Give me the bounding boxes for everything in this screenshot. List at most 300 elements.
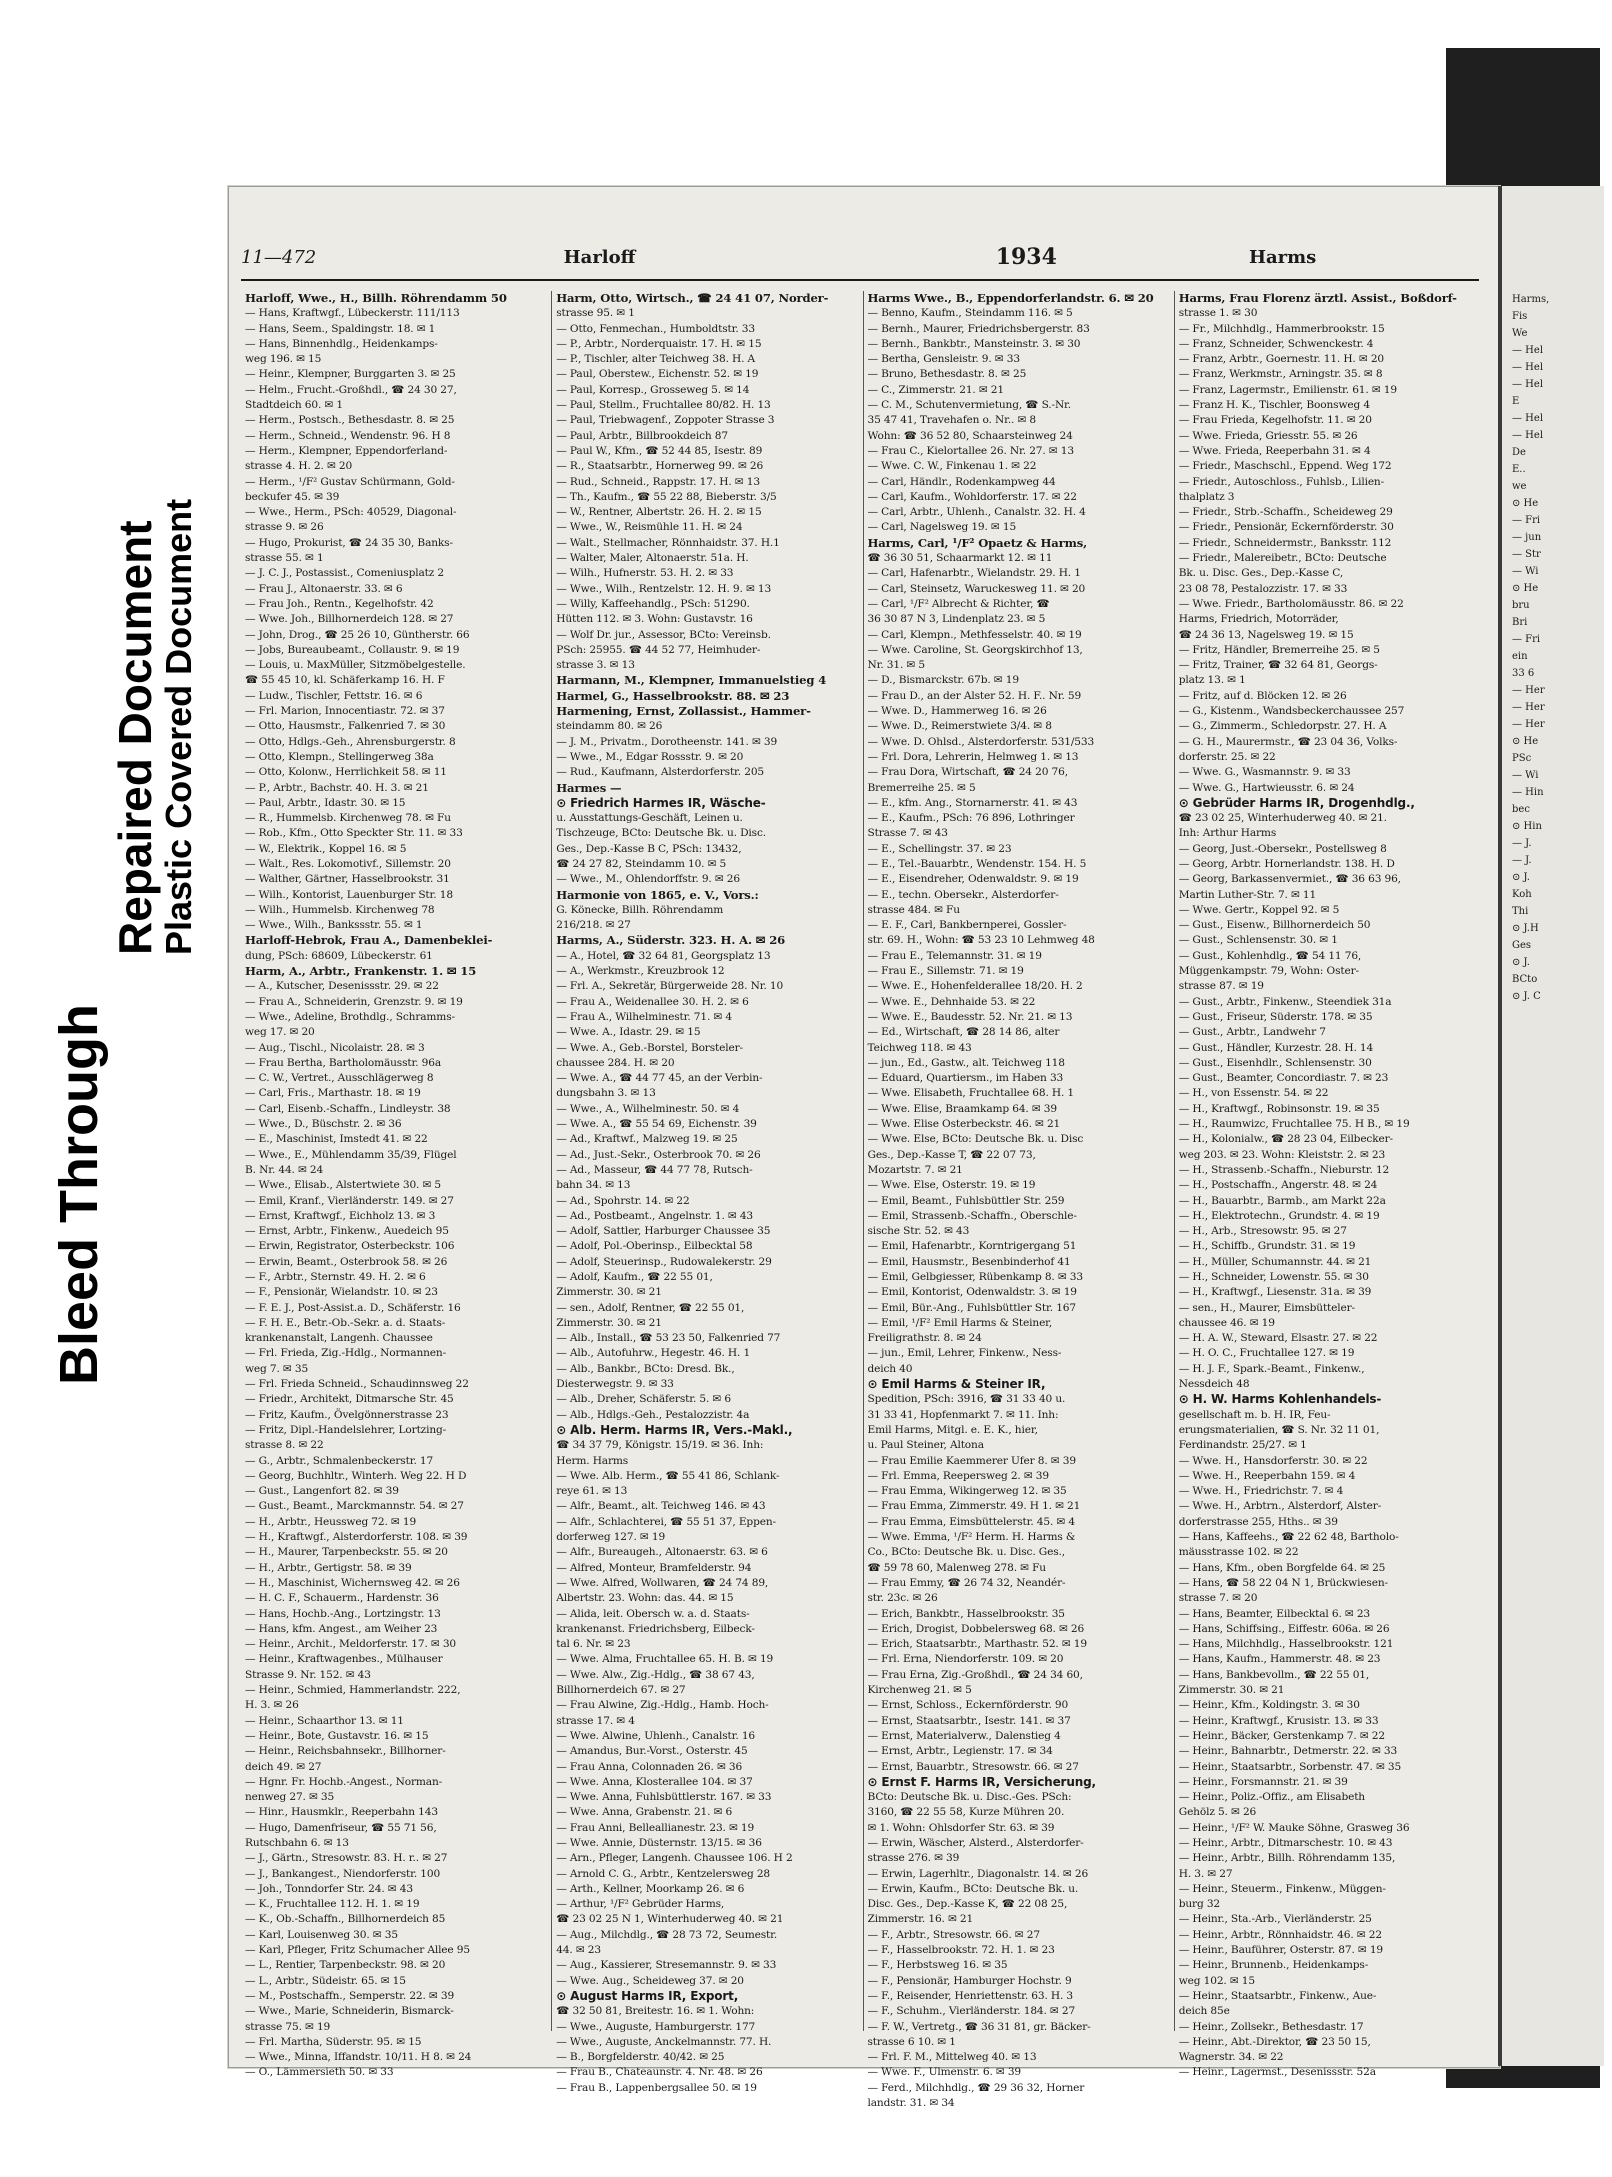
directory-entry: ☎ 34 37 79, Königstr. 15/19. ✉ 36. Inh: bbox=[556, 1439, 764, 1452]
directory-entry: deich 85e bbox=[1178, 2005, 1230, 2018]
header-rule bbox=[241, 279, 1479, 281]
directory-entry: — E., kfm. Ang., Stornarnerstr. 41. ✉ 43 bbox=[867, 796, 1078, 809]
directory-entry: — Alb., Bankbr., BCto: Dresd. Bk., bbox=[556, 1362, 735, 1375]
facing-entry: — Hel bbox=[1512, 379, 1544, 390]
directory-entry: Harms, Friedrich, Motorräder, bbox=[1178, 613, 1339, 626]
facing-entry: — Hel bbox=[1512, 413, 1544, 424]
directory-entry: Disc. Ges., Dep.-Kasse K, ☎ 22 08 25, bbox=[867, 1898, 1068, 1911]
directory-entry: H. 3. ✉ 27 bbox=[1178, 1867, 1233, 1880]
directory-entry: deich 49. ✉ 27 bbox=[245, 1760, 322, 1773]
directory-entry: — Erwin, Kaufm., BCto: Deutsche Bk. u. bbox=[867, 1882, 1079, 1895]
directory-entry: — Wwe. Frieda, Griesstr. 55. ✉ 26 bbox=[1178, 429, 1358, 442]
directory-entry: — Friedr., Pensionär, Eckernförderstr. 30 bbox=[1178, 521, 1394, 534]
directory-entry: — Carl, Steinsetz, Waruckesweg 11. ✉ 20 bbox=[867, 582, 1086, 595]
directory-entry: — H., Arbtr., Heussweg 72. ✉ 19 bbox=[245, 1515, 417, 1528]
directory-entry: — H. O. C., Fruchtallee 127. ✉ 19 bbox=[1178, 1347, 1355, 1360]
directory-entry: Zimmerstr. 16. ✉ 21 bbox=[867, 1913, 974, 1926]
directory-entry: — P., Tischler, alter Teichweg 38. H. A bbox=[556, 353, 756, 366]
directory-entry: — E., Kaufm., PSch: 76 896, Lothringer bbox=[867, 812, 1075, 825]
directory-entry: Albertstr. 23. Wohn: das. 44. ✉ 15 bbox=[556, 1592, 734, 1605]
facing-entry: — J. bbox=[1512, 838, 1532, 849]
directory-entry: 216/218. ✉ 27 bbox=[556, 919, 631, 932]
directory-entry: — Hans, Kaffeehs., ☎ 22 62 48, Bartholo- bbox=[1178, 1531, 1399, 1544]
directory-entry: ☎ 24 27 82, Steindamm 10. ✉ 5 bbox=[556, 857, 727, 870]
directory-entry: — Frau Emma, Wikingerweg 12. ✉ 35 bbox=[867, 1485, 1067, 1498]
directory-entry: Hütten 112. ✉ 3. Wohn: Gustavstr. 16 bbox=[556, 613, 753, 626]
directory-entry: — Alb., Dreher, Schäferstr. 5. ✉ 6 bbox=[556, 1393, 731, 1406]
header-right-name: Harms bbox=[1248, 246, 1317, 268]
directory-entry: strasse 7. ✉ 20 bbox=[1178, 1592, 1258, 1605]
directory-entry: — Wwe., Adeline, Brothdlg., Schramms- bbox=[245, 1010, 455, 1023]
directory-entry: — Herm., Klempner, Eppendorferland- bbox=[245, 444, 448, 457]
directory-entry: — Aug., Kassierer, Stresemannstr. 9. ✉ 33 bbox=[556, 1959, 777, 1972]
header-left-name: Harloff bbox=[563, 246, 636, 268]
directory-entry: sische Str. 52. ✉ 43 bbox=[867, 1225, 970, 1238]
directory-entry: — Wwe., W., Reismühle 11. H. ✉ 24 bbox=[556, 521, 743, 534]
directory-entry: — Frl. Marion, Innocentiastr. 72. ✉ 37 bbox=[245, 705, 445, 718]
directory-entry: — Hans, kfm. Angest., am Weiher 23 bbox=[245, 1622, 438, 1635]
facing-entry: ⊙ J.H bbox=[1512, 923, 1539, 934]
directory-entry: ☎ 59 78 60, Malenweg 278. ✉ Fu bbox=[867, 1561, 1046, 1574]
directory-entry: 35 47 41, Travehafen o. Nr.. ✉ 8 bbox=[867, 414, 1037, 427]
directory-entry: — Carl, Klempn., Methfesselstr. 40. ✉ 19 bbox=[867, 628, 1082, 641]
directory-entry: — Heinr., Archit., Meldorferstr. 17. ✉ 30 bbox=[245, 1638, 457, 1651]
directory-entry: — Wwe., Elisab., Alstertwiete 30. ✉ 5 bbox=[245, 1179, 442, 1192]
directory-entry: B. Nr. 44. ✉ 24 bbox=[245, 1163, 324, 1176]
directory-entry: — Friedr., Maschschl., Eppend. Weg 172 bbox=[1178, 460, 1392, 473]
directory-entry: — Frl. Emma, Reepersweg 2. ✉ 39 bbox=[867, 1469, 1049, 1482]
directory-entry: — Otto, Klempn., Stellingerweg 38a bbox=[245, 750, 434, 763]
directory-entry: — Wwe., A., Wilhelminestr. 50. ✉ 4 bbox=[556, 1102, 740, 1115]
directory-entry: — Carl, Nagelsweg 19. ✉ 15 bbox=[867, 521, 1017, 534]
directory-entry: — Wwe. Alma, Fruchtallee 65. H. B. ✉ 19 bbox=[556, 1653, 774, 1666]
directory-entry: — Georg, Barkassenvermiet., ☎ 36 63 96, bbox=[1178, 873, 1401, 886]
directory-entry: — L., Rentier, Tarpenbeckstr. 98. ✉ 20 bbox=[245, 1959, 446, 1972]
directory-entry: BCto: Deutsche Bk. u. Disc.-Ges. PSch: bbox=[867, 1791, 1072, 1804]
directory-entry: — H. J. F., Spark.-Beamt., Finkenw., bbox=[1178, 1362, 1365, 1375]
directory-entry: — Adolf, Pol.-Oberinsp., Eilbecktal 58 bbox=[556, 1240, 753, 1253]
directory-entry: krankenanst. Friedrichsberg, Eilbeck- bbox=[556, 1622, 755, 1635]
directory-entry: — Emil, Gelbgiesser, Rübenkamp 8. ✉ 33 bbox=[867, 1271, 1083, 1283]
directory-entry: weg 17. ✉ 20 bbox=[245, 1026, 315, 1039]
directory-entry: — sen., Adolf, Rentner, ☎ 22 55 01, bbox=[556, 1301, 745, 1314]
directory-entry: — Frau E., Telemannstr. 31. ✉ 19 bbox=[867, 949, 1042, 962]
directory-entry: — Benno, Kaufm., Steindamm 116. ✉ 5 bbox=[867, 307, 1073, 320]
directory-entry: — Wwe. Alb. Herm., ☎ 55 41 86, Schlank- bbox=[556, 1469, 780, 1482]
directory-entry: — Hugo, Prokurist, ☎ 24 35 30, Banks- bbox=[245, 536, 453, 549]
directory-entry: Spedition, PSch: 3916, ☎ 31 33 40 u. bbox=[867, 1393, 1066, 1406]
directory-entry: platz 13. ✉ 1 bbox=[1178, 674, 1246, 687]
directory-entry: dungsbahn 3. ✉ 13 bbox=[556, 1087, 656, 1100]
directory-entry: — Heinr., Schaarthor 13. ✉ 11 bbox=[245, 1714, 404, 1727]
directory-entry: ⊙ Gebrüder Harms IR, Drogenhdlg., bbox=[1178, 795, 1415, 810]
directory-entry: — Carl, ¹/F² Albrecht & Richter, ☎ bbox=[867, 597, 1050, 610]
facing-entry: ⊙ He bbox=[1512, 736, 1539, 747]
directory-entry: strasse 55. ✉ 1 bbox=[245, 552, 324, 565]
directory-entry: — Heinr., Klempner, Burggarten 3. ✉ 25 bbox=[245, 368, 456, 381]
directory-entry: — Wwe. C. W., Finkenau 1. ✉ 22 bbox=[867, 460, 1037, 473]
directory-entry: — Wwe. A., Geb.-Borstel, Borsteler- bbox=[556, 1041, 743, 1054]
directory-entry: — F., Pensionär, Hamburger Hochstr. 9 bbox=[867, 1974, 1072, 1987]
directory-entry: — Ad., Spohrstr. 14. ✉ 22 bbox=[556, 1194, 690, 1207]
directory-entry: — Eduard, Quartiersm., im Haben 33 bbox=[867, 1072, 1064, 1085]
directory-entry: weg 102. ✉ 15 bbox=[1178, 1974, 1255, 1987]
directory-entry: — H., Schiffb., Grundstr. 31. ✉ 19 bbox=[1178, 1240, 1356, 1253]
directory-entry: — Frau Frieda, Kegelhofstr. 11. ✉ 20 bbox=[1178, 414, 1372, 427]
directory-entry: strasse 75. ✉ 19 bbox=[245, 2020, 331, 2033]
directory-entry: Bremerreihe 25. ✉ 5 bbox=[867, 781, 976, 794]
directory-entry: — A., Hotel, ☎ 32 64 81, Georgsplatz 13 bbox=[556, 949, 771, 962]
directory-entry: — Walther, Gärtner, Hasselbrookstr. 31 bbox=[245, 873, 450, 886]
directory-entry: — G. H., Maurermstr., ☎ 23 04 36, Volks- bbox=[1178, 735, 1398, 748]
directory-entry: — Frau A., Wilhelminestr. 71. ✉ 4 bbox=[556, 1010, 732, 1023]
directory-entry: — Bernh., Maurer, Friedrichsbergerstr. 83 bbox=[867, 322, 1090, 335]
directory-entry: — Fritz, Händler, Bremerreihe 25. ✉ 5 bbox=[1178, 643, 1380, 656]
directory-entry: strasse 95. ✉ 1 bbox=[556, 307, 635, 320]
directory-entry: strasse 6 10. ✉ 1 bbox=[867, 2035, 956, 2048]
directory-entry: — P., Arbtr., Norderquaistr. 17. H. ✉ 15 bbox=[556, 337, 762, 350]
directory-entry: G. Könecke, Billh. Röhrendamm bbox=[556, 903, 724, 916]
directory-entry: — H., Postschaffn., Angerstr. 48. ✉ 24 bbox=[1178, 1179, 1378, 1192]
facing-entry: We bbox=[1512, 328, 1528, 339]
directory-entry: — Wwe. A., Idastr. 29. ✉ 15 bbox=[556, 1026, 701, 1039]
directory-entry: — Carl, Hafenarbtr., Wielandstr. 29. H. 1 bbox=[867, 567, 1081, 580]
directory-entry: ⊙ August Harms IR, Export, bbox=[556, 1988, 739, 2003]
directory-column bbox=[1175, 291, 1485, 2079]
directory-entry: — Herm., ¹/F² Gustav Schürmann, Gold- bbox=[245, 475, 455, 488]
directory-entry: — J., Gärtn., Stresowstr. 83. H. r.. ✉ 27 bbox=[245, 1852, 448, 1865]
facing-entry: ⊙ He bbox=[1512, 583, 1539, 594]
directory-entry: Gehölz 5. ✉ 26 bbox=[1178, 1806, 1257, 1819]
directory-entry: — H., Müller, Schumannstr. 44. ✉ 21 bbox=[1178, 1255, 1372, 1268]
directory-entry: ⊙ Alb. Herm. Harms IR, Vers.-Makl., bbox=[556, 1422, 793, 1437]
facing-entry: ⊙ He bbox=[1512, 498, 1539, 509]
directory-entry: — Ad., Masseur, ☎ 44 77 78, Rutsch- bbox=[556, 1163, 753, 1176]
facing-entry: ⊙ J. bbox=[1512, 957, 1530, 968]
directory-entry: Herm. Harms bbox=[556, 1454, 629, 1467]
directory-entry: — Wwe., Wilh., Bankssstr. 55. ✉ 1 bbox=[245, 919, 423, 932]
directory-entry: — Wwe., Auguste, Hamburgerstr. 177 bbox=[556, 2020, 756, 2033]
directory-entry: deich 40 bbox=[867, 1362, 913, 1375]
directory-entry: — Gust., Kohlenhdlg., ☎ 54 11 76, bbox=[1178, 949, 1362, 962]
directory-entry: — Wwe. Else, Osterstr. 19. ✉ 19 bbox=[867, 1179, 1036, 1192]
directory-entry: — Wwe. G., Hartwieusstr. 6. ✉ 24 bbox=[1178, 781, 1355, 794]
directory-entry: — Carl, Eisenb.-Schaffn., Lindleystr. 38 bbox=[245, 1102, 451, 1115]
directory-entry: — Wwe., M., Edgar Rossstr. 9. ✉ 20 bbox=[556, 750, 744, 763]
directory-entry: — Frau E., Sillemstr. 71. ✉ 19 bbox=[867, 965, 1024, 978]
directory-entry: — Walter, Maler, Altonaerstr. 51a. H. bbox=[556, 552, 749, 565]
directory-entry: — Ernst, Materialverw., Dalenstieg 4 bbox=[867, 1729, 1061, 1742]
directory-entry: — Frau A., Schneiderin, Grenzstr. 9. ✉ 19 bbox=[245, 995, 463, 1008]
facing-page-edge bbox=[1498, 186, 1604, 2066]
directory-entry: — Aug., Tischl., Nicolaistr. 28. ✉ 3 bbox=[245, 1041, 425, 1054]
directory-entry: — Ludw., Tischler, Fettstr. 16. ✉ 6 bbox=[245, 689, 423, 702]
directory-entry: Teichweg 118. ✉ 43 bbox=[867, 1041, 972, 1054]
directory-entry: u. Ausstattungs-Geschäft, Leinen u. bbox=[556, 812, 743, 825]
directory-entry: — Wilh., Hufnerstr. 53. H. 2. ✉ 33 bbox=[556, 567, 734, 580]
directory-entry: — Gust., Beamt., Marckmannstr. 54. ✉ 27 bbox=[245, 1500, 464, 1513]
directory-entry: — Franz, Arbtr., Goernestr. 11. H. ✉ 20 bbox=[1178, 353, 1384, 366]
directory-entry: — H., Bauarbtr., Barmb., am Markt 22a bbox=[1178, 1194, 1386, 1207]
directory-entry: — Friedr., Schneidermstr., Banksstr. 112 bbox=[1178, 536, 1392, 549]
directory-entry: — B., Borgfelderstr. 40/42. ✉ 25 bbox=[556, 2051, 725, 2064]
directory-entry: — Bertha, Gensleistr. 9. ✉ 33 bbox=[867, 353, 1020, 366]
directory-entry: — Wwe. E., Baudesstr. 52. Nr. 21. ✉ 13 bbox=[867, 1010, 1073, 1023]
directory-entry: — Bernh., Bankbtr., Mansteinstr. 3. ✉ 30 bbox=[867, 337, 1081, 350]
directory-entry: — Wwe. Else, BCto: Deutsche Bk. u. Disc bbox=[867, 1133, 1084, 1146]
directory-entry: — F. H. E., Betr.-Ob.-Sekr. a. d. Staats- bbox=[245, 1316, 446, 1329]
directory-entry: — Rud., Schneid., Rappstr. 17. H. ✉ 13 bbox=[556, 475, 760, 488]
directory-entry: — Franz H. K., Tischler, Boonsweg 4 bbox=[1178, 399, 1370, 412]
directory-entry: — G., Arbtr., Schmalenbeckerstr. 17 bbox=[245, 1454, 434, 1467]
directory-entry: dorferweg 127. ✉ 19 bbox=[556, 1531, 666, 1544]
directory-entry: — Hinr., Hausmklr., Reeperbahn 143 bbox=[245, 1806, 438, 1819]
directory-entry: H. 3. ✉ 26 bbox=[245, 1699, 299, 1712]
directory-entry: — Arthur, ¹/F² Gebrüder Harms, bbox=[556, 1898, 725, 1911]
directory-entry: gesellschaft m. b. H. IR, Feu- bbox=[1178, 1408, 1331, 1421]
directory-entry: — Wwe. A., ☎ 44 77 45, an der Verbin- bbox=[556, 1072, 763, 1085]
directory-entry: ☎ 55 45 10, kl. Schäferkamp 16. H. F bbox=[245, 674, 445, 687]
directory-entry: — H., Maurer, Tarpenbeckstr. 55. ✉ 20 bbox=[245, 1546, 448, 1559]
directory-entry: — Frau Bertha, Bartholomäusstr. 96a bbox=[245, 1056, 442, 1069]
directory-entry: — D., Bismarckstr. 67b. ✉ 19 bbox=[867, 674, 1019, 687]
directory-entry: Harm, A., Arbtr., Frankenstr. 1. ✉ 15 bbox=[245, 964, 477, 979]
directory-entry: — Friedr., Strb.-Schaffn., Scheideweg 29 bbox=[1178, 506, 1393, 519]
directory-entry: krankenanstalt, Langenh. Chaussee bbox=[245, 1332, 433, 1345]
facing-entry: bec bbox=[1512, 804, 1530, 815]
directory-entry: strasse 87. ✉ 19 bbox=[1178, 980, 1264, 993]
facing-entry: we bbox=[1512, 481, 1527, 492]
directory-entry: chaussee 284. H. ✉ 20 bbox=[556, 1056, 675, 1069]
directory-entry: reye 61. ✉ 13 bbox=[556, 1485, 628, 1498]
directory-entry: — Rob., Kfm., Otto Speckter Str. 11. ✉ 33 bbox=[245, 827, 463, 840]
directory-entry: — E., Eisendreher, Odenwaldstr. 9. ✉ 19 bbox=[867, 873, 1079, 886]
directory-entry: — Heinr., Bote, Gustavstr. 16. ✉ 15 bbox=[245, 1729, 429, 1742]
directory-entry: — C. W., Vertret., Ausschlägerweg 8 bbox=[245, 1072, 434, 1085]
directory-entry: — Amandus, Bur.-Vorst., Osterstr. 45 bbox=[556, 1745, 748, 1758]
directory-entry: dorferstrasse 255, Hths.. ✉ 39 bbox=[1178, 1515, 1338, 1528]
directory-entry: — H., von Essenstr. 54. ✉ 22 bbox=[1178, 1087, 1329, 1100]
facing-entry: — Wi bbox=[1512, 566, 1539, 577]
directory-entry: — Alfr., Beamt., alt. Teichweg 146. ✉ 43 bbox=[556, 1500, 766, 1513]
directory-entry: — Wwe. H., Arbtrn., Alsterdorf, Alster- bbox=[1178, 1500, 1382, 1513]
directory-entry: Müggenkampstr. 79, Wohn: Oster- bbox=[1178, 965, 1359, 978]
directory-entry: — Heinr., Lagermst., Desenissstr. 52a bbox=[1178, 2066, 1376, 2079]
directory-entry: — M., Postschaffn., Semperstr. 22. ✉ 39 bbox=[245, 1989, 455, 2002]
directory-column bbox=[864, 291, 1175, 2110]
directory-entry: erungsmaterialien, ☎ S. Nr. 32 11 01, bbox=[1178, 1423, 1380, 1436]
directory-entry: — Heinr., ¹/F² W. Mauke Söhne, Grasweg 36 bbox=[1178, 1821, 1410, 1834]
directory-entry: — Otto, Hausmstr., Falkenried 7. ✉ 30 bbox=[245, 720, 446, 733]
directory-entry: — Gust., Friseur, Süderstr. 178. ✉ 35 bbox=[1178, 1010, 1373, 1023]
directory-entry: — Paul, Oberstew., Eichenstr. 52. ✉ 19 bbox=[556, 368, 759, 381]
facing-entry: E.. bbox=[1512, 464, 1526, 475]
directory-entry: — Emil, Kontorist, Odenwaldstr. 3. ✉ 19 bbox=[867, 1286, 1077, 1299]
directory-entry: — F. E. J., Post-Assist.a. D., Schäferstr. 16 bbox=[245, 1301, 461, 1314]
facing-entry: Ges bbox=[1512, 940, 1532, 951]
directory-entry: — Wwe. E., Hohenfelderallee 18/20. H. 2 bbox=[867, 980, 1083, 993]
facing-entry: — Fri bbox=[1512, 634, 1541, 645]
directory-entry: — Wwe., Marie, Schneiderin, Bismarck- bbox=[245, 2005, 454, 2018]
repaired-document-label: Repaired Document bbox=[109, 520, 161, 955]
directory-entry: ⊙ Emil Harms & Steiner IR, bbox=[867, 1377, 1046, 1392]
directory-entry: PSch: 25955. ☎ 44 52 77, Heimhuder- bbox=[556, 643, 761, 656]
directory-entry: weg 7. ✉ 35 bbox=[245, 1362, 309, 1375]
directory-entry: — F., Arbtr., Sternstr. 49. H. 2. ✉ 6 bbox=[245, 1271, 426, 1283]
directory-entry: Wohn: ☎ 36 52 80, Schaarsteinweg 24 bbox=[867, 429, 1073, 442]
directory-entry: — Hans, Schiffsing., Eiffestr. 606a. ✉ 26 bbox=[1178, 1622, 1390, 1635]
directory-entry: — Heinr., Staatsarbtr., Sorbenstr. 47. ✉ 35 bbox=[1178, 1760, 1402, 1773]
directory-entry: — Georg, Arbtr. Hornerlandstr. 138. H. D bbox=[1178, 857, 1395, 870]
directory-entry: — Wwe. Aug., Scheideweg 37. ✉ 20 bbox=[556, 1974, 744, 1987]
directory-entry: — Heinr., Bäcker, Gerstenkamp 7. ✉ 22 bbox=[1178, 1729, 1385, 1742]
facing-entry: bru bbox=[1512, 600, 1530, 611]
directory-entry: — F., Arbtr., Stresowstr. 66. ✉ 27 bbox=[867, 1928, 1040, 1941]
directory-entry: Bk. u. Disc. Ges., Dep.-Kasse C, bbox=[1178, 567, 1344, 580]
directory-entry: — Walt., Res. Lokomotivf., Sillemstr. 20 bbox=[245, 857, 451, 870]
directory-entry: landstr. 31. ✉ 34 bbox=[867, 2097, 955, 2110]
directory-entry: — H., Schneider, Lowenstr. 55. ✉ 30 bbox=[1178, 1271, 1369, 1283]
directory-entry: — Jobs, Bureaubeamt., Collaustr. 9. ✉ 19 bbox=[245, 643, 460, 656]
directory-entry: — Wwe. Anna, Fuhlsbüttlerstr. 167. ✉ 33 bbox=[556, 1791, 772, 1804]
directory-entry: 31 33 41, Hopfenmarkt 7. ✉ 11. Inh: bbox=[867, 1408, 1059, 1421]
facing-entry: — Hel bbox=[1512, 430, 1544, 441]
directory-entry: — Paul W., Kfm., ☎ 52 44 85, Isestr. 89 bbox=[556, 444, 763, 457]
directory-entry: — Fr., Milchhdlg., Hammerbrookstr. 15 bbox=[1178, 322, 1385, 335]
directory-entry: — J. M., Privatm., Dorotheenstr. 141. ✉ 39 bbox=[556, 735, 778, 748]
directory-entry: — H., Arb., Stresowstr. 95. ✉ 27 bbox=[1178, 1225, 1347, 1238]
directory-entry: — Herm., Postsch., Bethesdastr. 8. ✉ 25 bbox=[245, 414, 455, 427]
directory-entry: Harmel, G., Hasselbrookstr. 88. ✉ 23 bbox=[556, 688, 790, 703]
facing-page-column bbox=[1512, 291, 1612, 1005]
directory-entry: — Fritz, Trainer, ☎ 32 64 81, Georgs- bbox=[1178, 659, 1378, 672]
directory-entry: — Ernst, Arbtr., Legienstr. 17. ✉ 34 bbox=[867, 1745, 1053, 1758]
directory-entry: — Wilh., Hummelsb. Kirchenweg 78 bbox=[245, 903, 435, 916]
directory-entry: — Erich, Drogist, Dobbelersweg 68. ✉ 26 bbox=[867, 1622, 1085, 1635]
directory-entry: — Emil, Beamt., Fuhlsbüttler Str. 259 bbox=[867, 1194, 1065, 1207]
page-number: 11—472 bbox=[241, 246, 317, 268]
facing-entry: Fis bbox=[1512, 311, 1528, 322]
directory-entry: — Emil, Hafenarbtr., Korntrigergang 51 bbox=[867, 1240, 1077, 1253]
directory-entry: — Hans, Seem., Spaldingstr. 18. ✉ 1 bbox=[245, 322, 436, 335]
directory-entry: — Frl. Frieda, Zig.-Hdlg., Normannen- bbox=[245, 1347, 447, 1360]
directory-entry: — Frau Dora, Wirtschaft, ☎ 24 20 76, bbox=[867, 766, 1068, 779]
directory-entry: — Wwe., Herm., PSch: 40529, Diagonal- bbox=[245, 506, 457, 519]
directory-entry: — G., Zimmerm., Schledorpstr. 27. H. A bbox=[1178, 720, 1387, 733]
directory-entry: str. 23c. ✉ 26 bbox=[867, 1592, 938, 1605]
facing-entry: — Her bbox=[1512, 702, 1545, 713]
directory-entry: — Paul, Arbtr., Idastr. 30. ✉ 15 bbox=[245, 796, 406, 809]
facing-entry: E bbox=[1512, 396, 1520, 407]
directory-entry: — H. A. W., Steward, Elsastr. 27. ✉ 22 bbox=[1178, 1332, 1378, 1345]
directory-entry: — Frau Alwine, Zig.-Hdlg., Hamb. Hoch- bbox=[556, 1699, 769, 1712]
directory-entry: — Alb., Install., ☎ 53 23 50, Falkenried 77 bbox=[556, 1332, 781, 1345]
directory-entry: — J., Bankangest., Niendorferstr. 100 bbox=[245, 1867, 441, 1880]
directory-entry: Ferdinandstr. 25/27. ✉ 1 bbox=[1178, 1439, 1307, 1452]
directory-entry: dorferstr. 25. ✉ 22 bbox=[1178, 750, 1276, 763]
directory-entry: ☎ 23 02 25 N 1, Winterhuderweg 40. ✉ 21 bbox=[556, 1913, 784, 1926]
directory-entry: Harmening, Ernst, Zollassist., Hammer- bbox=[556, 704, 811, 719]
directory-entry: — Hans, Beamter, Eilbecktal 6. ✉ 23 bbox=[1178, 1607, 1371, 1620]
directory-entry: — K., Ob.-Schaffn., Billhornerdeich 85 bbox=[245, 1913, 446, 1926]
directory-entry: Strasse 7. ✉ 43 bbox=[867, 827, 948, 840]
facing-entry: — Str bbox=[1512, 549, 1541, 560]
directory-entry: strasse 1. ✉ 30 bbox=[1178, 307, 1258, 320]
directory-entry: Martin Luther-Str. 7. ✉ 11 bbox=[1178, 888, 1317, 901]
directory-entry: — Wwe. Joh., Billhornerdeich 128. ✉ 27 bbox=[245, 613, 454, 626]
directory-entry: — F. W., Vertretg., ☎ 36 31 81, gr. Bäcker- bbox=[867, 2020, 1091, 2033]
directory-entry: — Wwe. Gertr., Koppel 92. ✉ 5 bbox=[1178, 903, 1340, 916]
directory-entry: burg 32 bbox=[1178, 1898, 1220, 1911]
directory-entry: — Wilh., Kontorist, Lauenburger Str. 18 bbox=[245, 888, 453, 901]
directory-entry: — Wwe. F., Ulmenstr. 6. ✉ 39 bbox=[867, 2066, 1022, 2079]
directory-entry: — E., techn. Obersekr., Alsterdorfer- bbox=[867, 888, 1059, 901]
directory-entry: — A., Kutscher, Desenissstr. 29. ✉ 22 bbox=[245, 980, 439, 993]
directory-entry: — Fritz, Dipl.-Handelslehrer, Lortzing- bbox=[245, 1423, 447, 1436]
facing-entry: Koh bbox=[1512, 889, 1532, 900]
facing-entry: Bri bbox=[1512, 617, 1528, 628]
directory-entry: — F., Herbstsweg 16. ✉ 35 bbox=[867, 1959, 1008, 1972]
directory-entry: — Wwe. Alwine, Uhlenh., Canalstr. 16 bbox=[556, 1729, 756, 1742]
directory-entry: — F., Schuhm., Vierländerstr. 184. ✉ 27 bbox=[867, 2005, 1076, 2018]
directory-entry: — Gust., Händler, Kurzestr. 28. H. 14 bbox=[1178, 1041, 1374, 1054]
directory-entry: — Emil, Kranf., Vierländerstr. 149. ✉ 27 bbox=[245, 1194, 454, 1207]
directory-entry: 44. ✉ 23 bbox=[556, 1944, 601, 1957]
directory-entry: — Ernst, Arbtr., Finkenw., Auedeich 95 bbox=[245, 1225, 449, 1238]
bleed-through-label: Bleed Through bbox=[49, 1004, 109, 1385]
directory-entry: — Emil, ¹/F² Emil Harms & Steiner, bbox=[867, 1316, 1053, 1329]
directory-entry: — Wwe., M., Ohlendorffstr. 9. ✉ 26 bbox=[556, 873, 740, 886]
directory-entry: — Th., Kaufm., ☎ 55 22 88, Bieberstr. 3/5 bbox=[556, 490, 777, 503]
directory-entry: — Heinr., Reichsbahnsekr., Billhorner- bbox=[245, 1745, 446, 1758]
directory-entry: — E. F., Carl, Bankbernperei, Gossler- bbox=[867, 919, 1067, 932]
directory-entry: — F., Pensionär, Wielandstr. 10. ✉ 23 bbox=[245, 1286, 438, 1299]
directory-entry: Harmes — bbox=[556, 780, 622, 795]
directory-entry: — Wwe., E., Mühlendamm 35/39, Flügel bbox=[245, 1148, 457, 1161]
directory-entry: — Frau J., Altonaerstr. 33. ✉ 6 bbox=[245, 582, 403, 595]
directory-entry: — Hans, Milchhdlg., Hasselbrookstr. 121 bbox=[1178, 1638, 1394, 1651]
directory-entry: — Frl. F. M., Mittelweg 40. ✉ 13 bbox=[867, 2051, 1037, 2064]
directory-entry: — Heinr., Sta.-Arb., Vierländerstr. 25 bbox=[1178, 1913, 1372, 1926]
directory-entry: steindamm 80. ✉ 26 bbox=[556, 720, 663, 733]
directory-entry: — Frau D., an der Alster 52. H. F.. Nr. 59 bbox=[867, 689, 1082, 702]
directory-entry: — Heinr., Staatsarbtr., Finkenw., Aue- bbox=[1178, 1989, 1377, 2002]
directory-entry: 3160, ☎ 22 55 58, Kurze Mühren 20. bbox=[867, 1806, 1065, 1819]
facing-entry: BCto bbox=[1512, 974, 1538, 985]
directory-entry: — F., Reisender, Henriettenstr. 63. H. 3 bbox=[867, 1989, 1074, 2002]
directory-entry: — Wwe. Emma, ¹/F² Herm. H. Harms & bbox=[867, 1531, 1076, 1544]
directory-entry: — Frau A., Weidenallee 30. H. 2. ✉ 6 bbox=[556, 995, 749, 1008]
directory-entry: — Gust., Arbtr., Finkenw., Steendiek 31a bbox=[1178, 995, 1392, 1008]
directory-entry: — Erwin, Lagerhltr., Diagonalstr. 14. ✉ 26 bbox=[867, 1867, 1089, 1880]
facing-entry: Harms, bbox=[1512, 294, 1550, 305]
directory-entry: — R., Staatsarbtr., Hornerweg 99. ✉ 26 bbox=[556, 460, 764, 473]
directory-entry: — Wwe. Elise Osterbeckstr. 46. ✉ 21 bbox=[867, 1118, 1061, 1131]
directory-entry: — Ernst, Bauarbtr., Stresowstr. 66. ✉ 27 bbox=[867, 1760, 1079, 1773]
directory-entry: — Frau B., Chateaunstr. 4. Nr. 48. ✉ 26 bbox=[556, 2066, 763, 2079]
directory-entry: Nessdeich 48 bbox=[1178, 1378, 1250, 1391]
directory-entry: ✉ 1. Wohn: Ohlsdorfer Str. 63. ✉ 39 bbox=[867, 1821, 1055, 1834]
directory-entry: — Wwe. D., Reimerstwiete 3/4. ✉ 8 bbox=[867, 720, 1052, 733]
directory-entry: bahn 34. ✉ 13 bbox=[556, 1179, 631, 1192]
directory-entry: Mozartstr. 7. ✉ 21 bbox=[867, 1163, 963, 1176]
directory-entry: — Erich, Bankbtr., Hasselbrookstr. 35 bbox=[867, 1607, 1065, 1620]
directory-entry: — Frau Anna, Colonnaden 26. ✉ 36 bbox=[556, 1760, 743, 1773]
directory-entry: nenweg 27. ✉ 35 bbox=[245, 1791, 335, 1804]
directory-entry: — Frau Emilie Kaemmerer Ufer 8. ✉ 39 bbox=[867, 1454, 1076, 1467]
directory-entry: — Adolf, Steuerinsp., Rudowalekerstr. 29 bbox=[556, 1255, 772, 1268]
directory-entry: — Walt., Stellmacher, Rönnhaidstr. 37. H.1 bbox=[556, 536, 780, 549]
